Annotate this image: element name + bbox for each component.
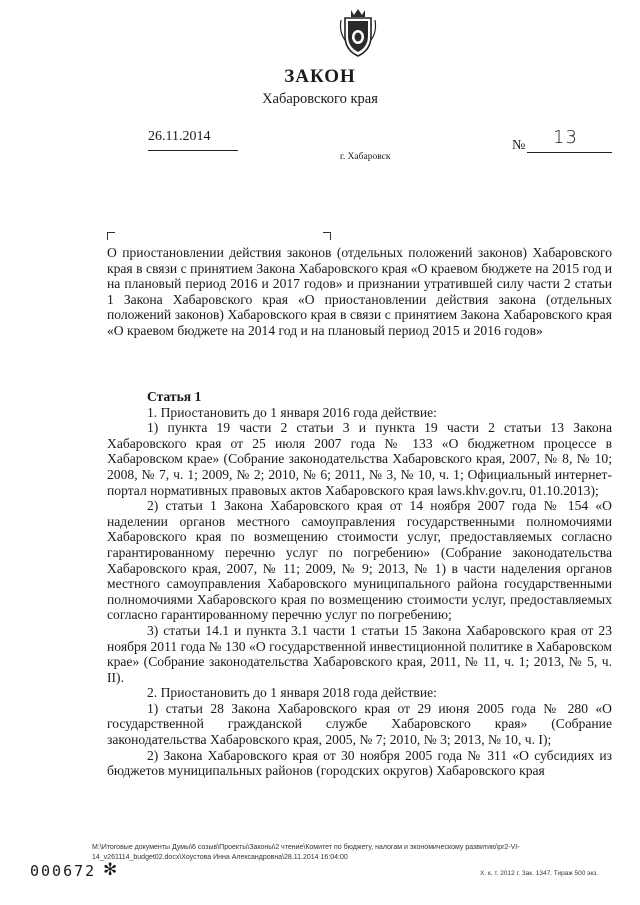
coat-of-arms-icon xyxy=(337,6,379,58)
law-number: 13 xyxy=(553,127,578,148)
number-underline xyxy=(527,152,612,153)
article-paragraph: 1) пункта 19 части 2 статьи 3 и пункта 19 части 2 статьи 13 Закона Хабаровского края от 25 июля 2007 года № 133 «О бюджетном процессе в Хабаровском крае» (Собрание законодательства Хабаровского края, 2007, № 8, № 10; 2008, № 7, ч. 1; 2009, № 2; 2010, № 6; 2011, № 3, № 10, ч. 1; Официальный интернет-портал нормативных правовых актов Хабаровского края laws.khv.gov.ru, 01.10.2013); xyxy=(107,420,612,498)
print-note: Х. к. т. 2012 г. Зак. 1347. Тираж 500 экз. xyxy=(480,870,599,877)
law-date: 26.11.2014 xyxy=(148,129,211,144)
corner-mark-right xyxy=(323,232,331,240)
law-subtitle: Хабаровского края xyxy=(262,91,378,107)
article-heading: Статья 1 xyxy=(147,389,202,404)
file-path-footer: M:\Итоговые документы Думы\6 созыв\Проекты\Законы\2 чтение\Комитет по бюджету, налогам и экономическому развитию\pr2-VI-14_v261114_budget02.docx\Хоустова Инна Александровна\28.11.2014 16:04:00 xyxy=(92,844,520,861)
article-paragraph: 2) Закона Хабаровского края от 30 ноября 2005 года № 311 «О субсидиях из бюджетов муниципальных районов (городских округов) Хабаровского края xyxy=(107,747,612,779)
number-label: № xyxy=(512,138,526,153)
law-preamble: О приостановлении действия законов (отдельных положений законов) Хабаровского края в связи с принятием Закона Хабаровского края «О краевом бюджете на 2015 год и на плановый период 2016 и 2017 годов» и признании утратившей силу части 2 статьи 1 Закона Хабаровского края «О приостановлении действия закона (отдельных положений законов) Хабаровского края в связи с принятием Закона Хабаровского края «О краевом бюджете на 2014 год и на плановый период 2015 и 2016 годов» xyxy=(107,245,612,338)
date-underline xyxy=(148,150,238,151)
article-body xyxy=(107,389,612,779)
serial-number: 000672 xyxy=(30,862,97,880)
corner-mark-left xyxy=(107,232,115,240)
asterisk-icon: ✻ xyxy=(103,860,118,879)
law-title: ЗАКОН xyxy=(284,66,356,87)
article-paragraph: 3) статьи 14.1 и пункта 3.1 части 1 статьи 15 Закона Хабаровского края от 23 ноября 2011 года № 130 «О государственной инвестиционной политике в Хабаровском крае» (Собрание законодательства Хабаровского края, 2011, № 11, ч. 1; 2013, № 5, ч. II). xyxy=(107,622,612,685)
article-paragraph: 2) статьи 1 Закона Хабаровского края от 14 ноября 2007 года № 154 «О наделении органов местного самоуправления государственными полномочиями Хабаровского края по возмещению стоимости услуг, предоставляемых согласно гарантированному перечню услуг по погребению» (Собрание законодательства Хабаровского края, 2007, № 11; 2009, № 9; 2013, № 1) в части наделения органов местного самоуправления Хабаровского муниципального района государственными полномочиями Хабаровского края по возмещению стоимости услуг, предоставляемых согласно гарантированному перечню услуг по погребению; xyxy=(107,498,612,623)
article-paragraph: 1) статьи 28 Закона Хабаровского края от 29 июня 2005 года № 280 «О государственной гражданской службе Хабаровского края» (Собрание законодательства Хабаровского края, 2005, № 7; 2010, № 3; 2013, № 10, ч. I); xyxy=(107,700,612,748)
article-paragraph: 1. Приостановить до 1 января 2016 года действие: xyxy=(147,404,437,420)
city: г. Хабаровск xyxy=(340,152,391,162)
article-paragraph: 2. Приостановить до 1 января 2018 года действие: xyxy=(147,685,437,701)
